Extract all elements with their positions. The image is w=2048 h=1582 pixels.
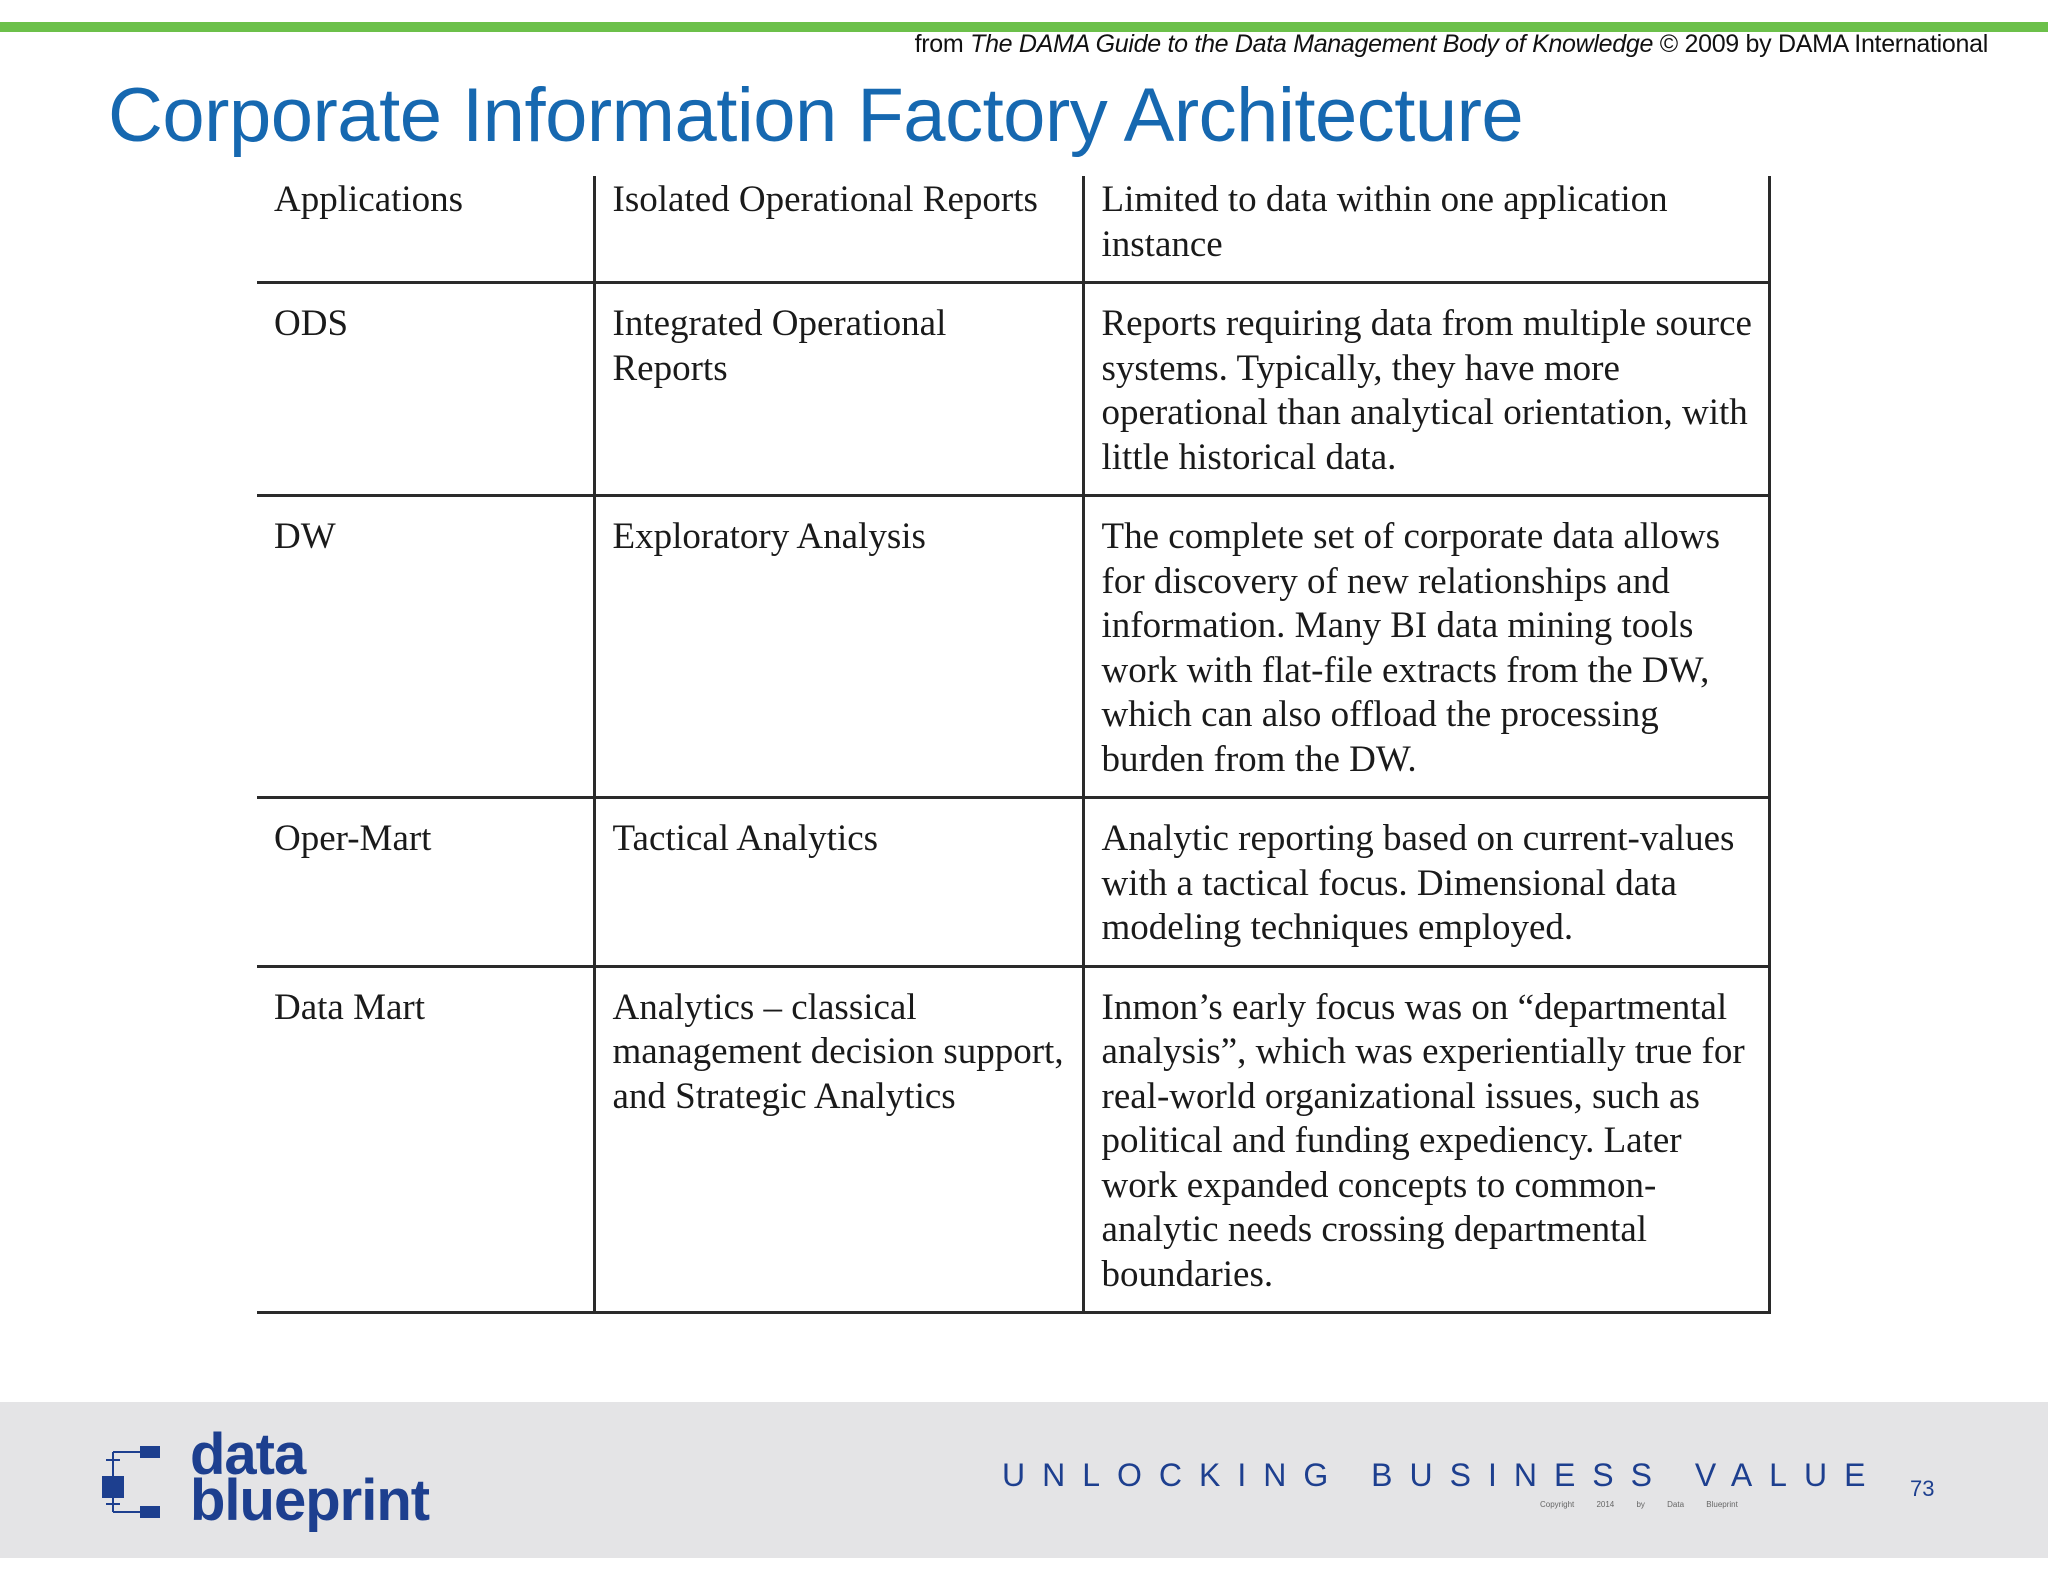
logo-text-blueprint: blueprint: [190, 1468, 430, 1533]
footer: [0, 1402, 2048, 1558]
copyright-note: Copyright 2014 by Data Blueprint: [1540, 1500, 1738, 1509]
source-citation: [915, 30, 1988, 59]
blueprint-logo-mark-icon: [100, 1440, 190, 1530]
source-book-title: The DAMA Guide to the Data Management Body of Knowledge: [970, 30, 1654, 58]
table-row: [257, 798, 1769, 967]
table-row: [257, 176, 1769, 283]
tagline: UNLOCKING BUSINESS VALUE: [1002, 1457, 1883, 1493]
table-row: [257, 496, 1769, 798]
component-cell: Oper-Mart: [257, 798, 594, 967]
description-cell: Analytic reporting based on current-values with a tactical focus. Dimensional data modeling techniques employed.: [1083, 798, 1769, 967]
component-cell: DW: [257, 496, 594, 798]
description-cell: Reports requiring data from multiple source systems. Typically, they have more operational than analytical orientation, with little historical data.: [1083, 283, 1769, 496]
cif-component-table: [257, 176, 1771, 1314]
source-suffix: © 2009 by DAMA International: [1653, 30, 1988, 58]
usage-cell: Integrated Operational Reports: [594, 283, 1083, 496]
description-cell: The complete set of corporate data allows for discovery of new relationships and information. Many BI data mining tools work with flat-file extracts from the DW, which can also offload the processing burden from the DW.: [1083, 496, 1769, 798]
page-title: Corporate Information Factory Architecture: [108, 73, 1524, 158]
usage-cell: Tactical Analytics: [594, 798, 1083, 967]
description-cell: Inmon’s early focus was on “departmental analysis”, which was experientially true for real-world organizational issues, such as political and funding expediency. Later work expanded concepts to common-analytic needs crossing departmental boundaries.: [1083, 966, 1769, 1313]
table-row: [257, 283, 1769, 496]
component-cell: Applications: [257, 176, 594, 283]
source-prefix: from: [914, 30, 971, 58]
table-row: [257, 966, 1769, 1313]
usage-cell: Exploratory Analysis: [594, 496, 1083, 798]
table-body: [257, 176, 1769, 1313]
usage-cell: Isolated Operational Reports: [594, 176, 1083, 283]
description-cell: Limited to data within one application instance: [1083, 176, 1769, 283]
component-cell: ODS: [257, 283, 594, 496]
usage-cell: Analytics – classical management decision support, and Strategic Analytics: [594, 966, 1083, 1313]
page-number: 73: [1910, 1476, 1935, 1501]
data-blueprint-logo: [100, 1422, 480, 1538]
logo-text-data: data: [190, 1422, 306, 1487]
component-cell: Data Mart: [257, 966, 594, 1313]
